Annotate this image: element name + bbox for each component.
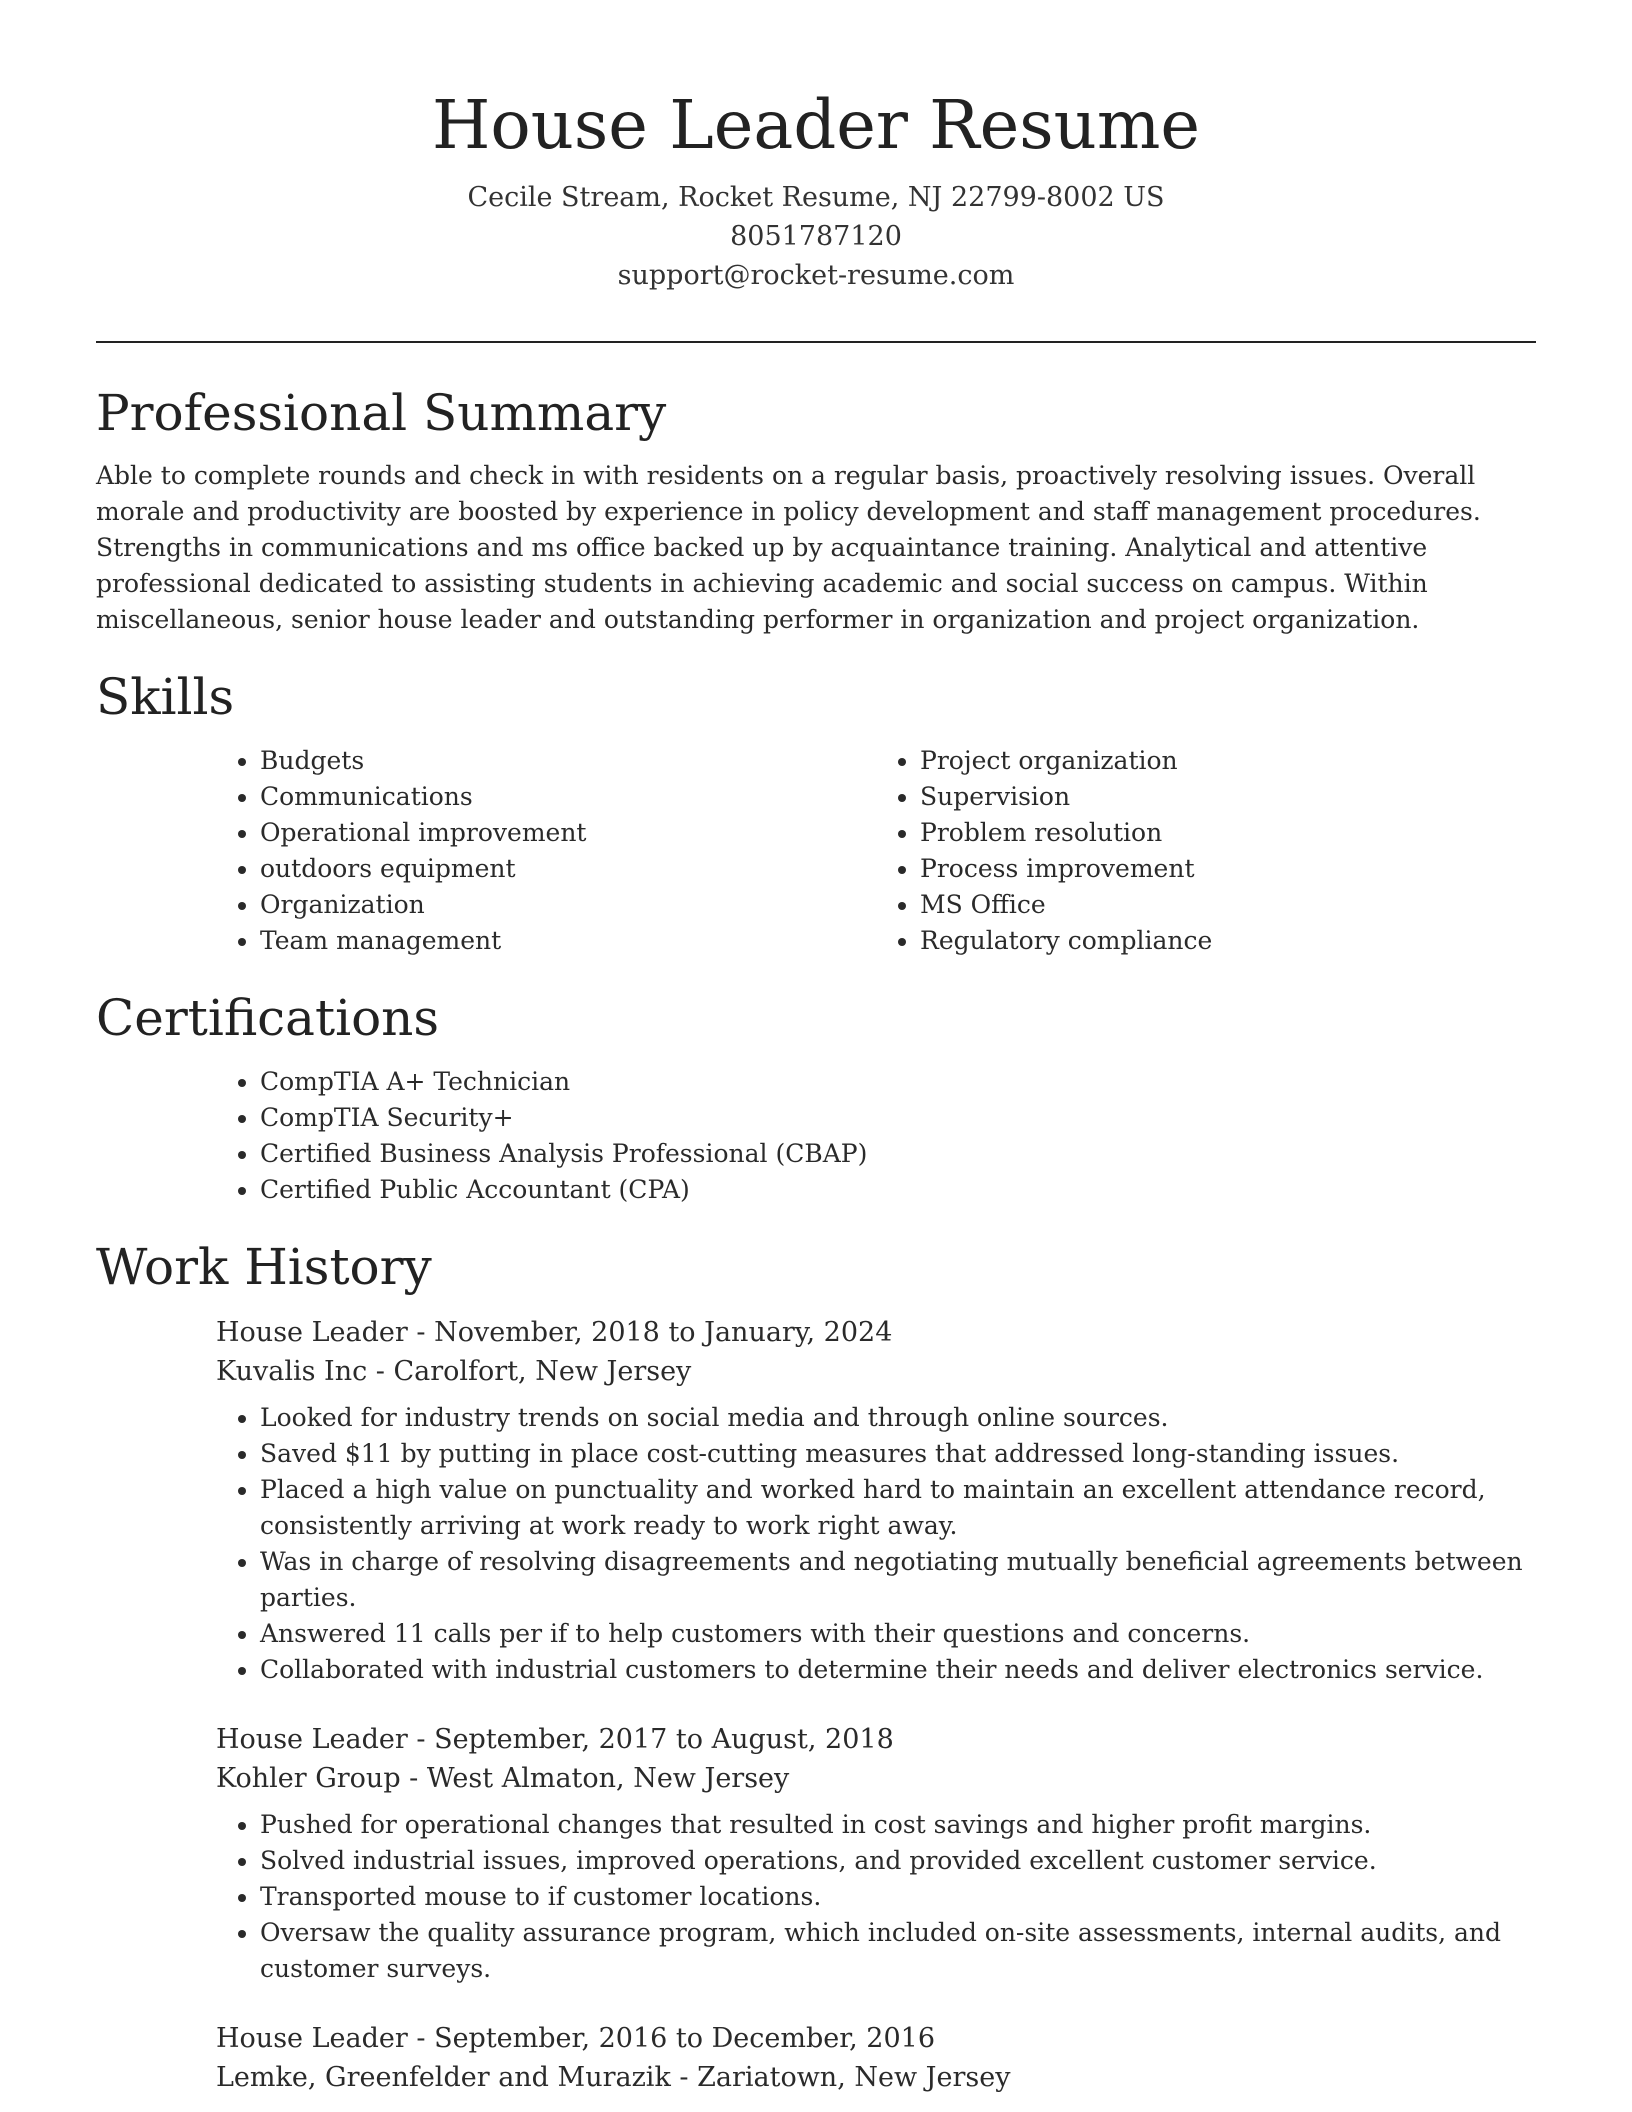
certifications-heading: Certifications xyxy=(96,989,440,1047)
job-bullet: • Solved industrial issues, improved operations, and provided excellent customer service. xyxy=(260,1843,1536,1879)
skill-item: • MS Office xyxy=(920,887,1536,923)
job-entry xyxy=(216,1313,1536,1688)
job-title-line: House Leader - September, 2017 to August, 2018 xyxy=(216,1724,894,1755)
job-company-line: Lemke, Greenfelder and Murazik - Zariatown, New Jersey xyxy=(216,2062,1011,2093)
certifications-section xyxy=(96,985,1536,1208)
header-divider xyxy=(96,341,1536,343)
skill-item: • Team management xyxy=(260,923,876,959)
certifications-list xyxy=(216,1064,1536,1208)
job-entry xyxy=(216,1720,1536,1987)
contact-email: support@rocket-resume.com xyxy=(617,260,1015,291)
job-bullet: • Pushed for operational changes that resulted in cost savings and higher profit margins. xyxy=(260,1807,1536,1843)
certification-item: • Certified Public Accountant (CPA) xyxy=(260,1172,1536,1208)
skill-item: • Regulatory compliance xyxy=(920,923,1536,959)
contact-block xyxy=(96,178,1536,295)
skill-item: • Operational improvement xyxy=(260,815,876,851)
resume-title: House Leader Resume xyxy=(431,86,1200,164)
job-bullet: • Placed a high value on punctuality and worked hard to maintain an excellent attendance record, consistently arriving at work ready to work right away. xyxy=(260,1472,1536,1544)
job-bullets xyxy=(216,1400,1536,1688)
skill-item: • Process improvement xyxy=(920,851,1536,887)
skill-item: • Budgets xyxy=(260,743,876,779)
job-bullet: • Transported mouse to if customer locations. xyxy=(260,1879,1536,1915)
contact-address: Cecile Stream, Rocket Resume, NJ 22799-8002 US xyxy=(467,182,1165,213)
skills-list-right xyxy=(876,743,1536,959)
contact-phone: 8051787120 xyxy=(730,221,902,252)
certification-item: • Certified Business Analysis Professional (CBAP) xyxy=(260,1136,1536,1172)
resume-header xyxy=(96,80,1536,295)
certification-item: • CompTIA Security+ xyxy=(260,1100,1536,1136)
job-title-line: House Leader - September, 2016 to December, 2016 xyxy=(216,2023,936,2054)
skill-item: • outdoors equipment xyxy=(260,851,876,887)
summary-heading: Professional Summary xyxy=(96,384,667,442)
job-bullet: • Oversaw the quality assurance program, which included on-site assessments, internal audits, and customer surveys. xyxy=(260,1915,1536,1987)
skill-item: • Organization xyxy=(260,887,876,923)
summary-section xyxy=(96,380,1536,638)
job-bullet: • Answered 11 calls per if to help customers with their questions and concerns. xyxy=(260,1616,1536,1652)
job-title-line: House Leader - November, 2018 to January, 2024 xyxy=(216,1317,893,1348)
certification-item: • CompTIA A+ Technician xyxy=(260,1064,1536,1100)
job-bullet: • Was in charge of resolving disagreements and negotiating mutually beneficial agreements between parties. xyxy=(260,1544,1536,1616)
skills-list-left xyxy=(216,743,876,959)
work-history-section xyxy=(96,1234,1536,2097)
summary-text: Able to complete rounds and check in with residents on a regular basis, proactively resolving issues. Overall morale and productivity are boosted by experience in policy development and staff management procedures. Strengths in communications and ms office backed up by acquaintance training. Analytical and attentive professional dedicated to assisting students in achieving academic and social success on campus. Within miscellaneous, senior house leader and outstanding performer in organization and project organization. xyxy=(96,461,1481,634)
job-bullet: • Saved $11 by putting in place cost-cutting measures that addressed long-standing issues. xyxy=(260,1436,1536,1472)
job-entry xyxy=(216,2019,1536,2097)
job-bullet: • Collaborated with industrial customers to determine their needs and deliver electronics service. xyxy=(260,1652,1536,1688)
skills-section xyxy=(96,664,1536,959)
job-bullet: • Looked for industry trends on social media and through online sources. xyxy=(260,1400,1536,1436)
skill-item: • Project organization xyxy=(920,743,1536,779)
skills-columns xyxy=(216,743,1536,959)
work-history-heading: Work History xyxy=(96,1238,432,1296)
job-company-line: Kuvalis Inc - Carolfort, New Jersey xyxy=(216,1356,692,1387)
job-company-line: Kohler Group - West Almaton, New Jersey xyxy=(216,1763,790,1794)
skills-heading: Skills xyxy=(96,668,235,726)
skill-item: • Communications xyxy=(260,779,876,815)
skill-item: • Supervision xyxy=(920,779,1536,815)
job-bullets xyxy=(216,1807,1536,1987)
skill-item: • Problem resolution xyxy=(920,815,1536,851)
